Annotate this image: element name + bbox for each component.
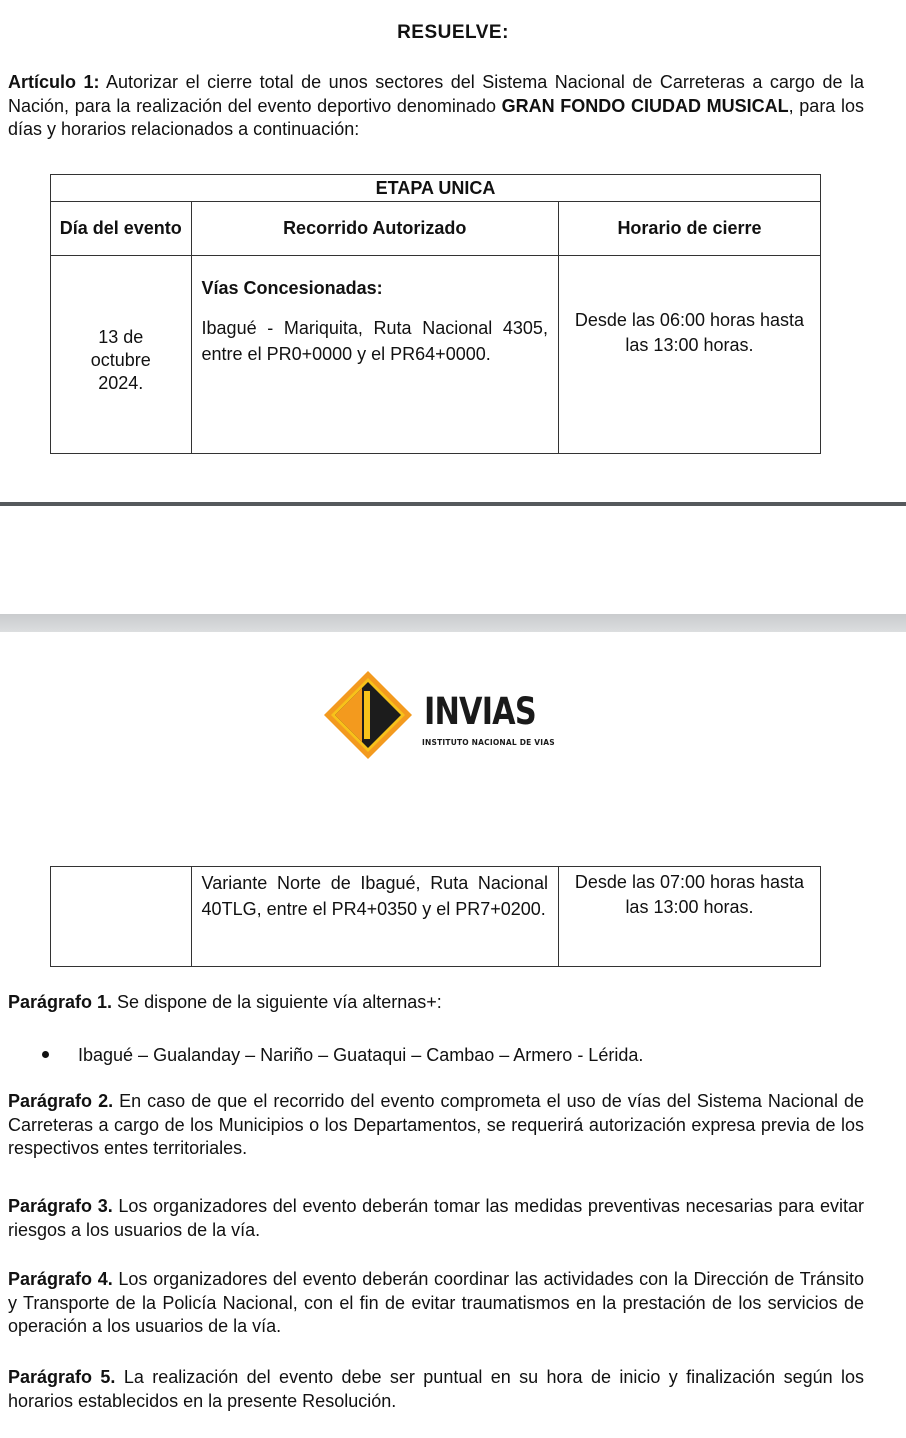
paragraph-2 [8, 1090, 864, 1161]
header-schedule: Horario de cierre [558, 202, 820, 256]
heading-resuelve: RESUELVE: [397, 22, 509, 43]
paragraph-3-text: Los organizadores del evento deberán tomar las medidas preventivas necesarias para evitar riesgos a los usuarios de la vía. [8, 1196, 864, 1240]
paragraph-3 [8, 1195, 864, 1242]
article-1 [8, 71, 864, 142]
closure-table-part-2 [50, 866, 821, 967]
route-heading: Vías Concesionadas: [201, 278, 383, 298]
route-cell-2 [191, 867, 558, 967]
logo-road-stripe [364, 691, 370, 739]
event-name: GRAN FONDO CIUDAD MUSICAL [501, 95, 789, 116]
schedule-text-2: Desde las 07:00 horas hasta las 13:00 horas. [574, 872, 805, 917]
paragraph-4 [8, 1268, 864, 1339]
page-break-bottom [0, 614, 906, 632]
paragraph-5 [8, 1366, 864, 1413]
schedule-cell-2 [558, 867, 820, 967]
schedule-cell [558, 256, 820, 454]
header-event-day: Día del evento [51, 202, 192, 256]
paragraph-2-text: En caso de que el recorrido del evento comprometa el uso de vías del Sistema Nacional de Carreteras a cargo de los Municipios o los Departamentos, se requerirá autorización expresa previa de los respectivos entes territoriales. [8, 1091, 864, 1158]
logo-name: INVIAS [424, 690, 536, 733]
event-date-cell-2 [51, 867, 192, 967]
paragraph-5-text: La realización del evento debe ser puntual en su hora de inicio y finalización según los horarios establecidos en la presente Resolución. [8, 1367, 865, 1411]
page-break-gap [0, 506, 906, 614]
paragraph-1 [8, 991, 864, 1015]
paragraph-3-label: Parágrafo 3. [8, 1196, 113, 1216]
schedule-text: Desde las 06:00 horas hasta las 13:00 horas. [574, 310, 805, 355]
article-1-label: Artículo 1: [8, 72, 100, 92]
paragraph-4-label: Parágrafo 4. [8, 1269, 113, 1289]
route-cell [191, 256, 558, 454]
header-route: Recorrido Autorizado [191, 202, 558, 256]
stage-header: ETAPA UNICA [51, 175, 821, 202]
article-1-text-after: , para los días y horarios relacionados a continuación: [8, 95, 864, 139]
closure-table-part-1 [50, 174, 821, 454]
paragraph-2-label: Parágrafo 2. [8, 1091, 114, 1111]
paragraph-1-text: Se dispone de la siguiente vía alternas+: [112, 992, 442, 1012]
article-1-text-before: Autorizar el cierre total de unos sectores del Sistema Nacional de Carreteras a cargo de la Nación, para la realización del evento deportivo denominado [8, 72, 864, 116]
paragraph-1-label: Parágrafo 1. [8, 992, 113, 1012]
route-text: Ibagué - Mariquita, Ruta Nacional 4305, entre el PR0+0000 y el PR64+0000. [201, 318, 548, 364]
event-date: 13 de octubre 2024. [90, 327, 151, 393]
alternate-route-item: Ibagué – Gualanday – Nariño – Guataqui – Cambao – Armero - Lérida. [78, 1045, 644, 1065]
event-date-cell [51, 256, 192, 454]
bullet-icon [42, 1051, 49, 1058]
logo-subtitle: INSTITUTO NACIONAL DE VIAS [422, 738, 555, 747]
paragraph-5-label: Parágrafo 5. [8, 1367, 116, 1387]
paragraph-4-text: Los organizadores del evento deberán coordinar las actividades con la Dirección de Tránsito y Transporte de la Policía Nacional, con el fin de evitar traumatismos en la prestación de los servicios de operación a los usuarios de la vía. [8, 1269, 864, 1336]
route-text-2: Variante Norte de Ibagué, Ruta Nacional 40TLG, entre el PR4+0350 y el PR7+0200. [201, 873, 548, 919]
